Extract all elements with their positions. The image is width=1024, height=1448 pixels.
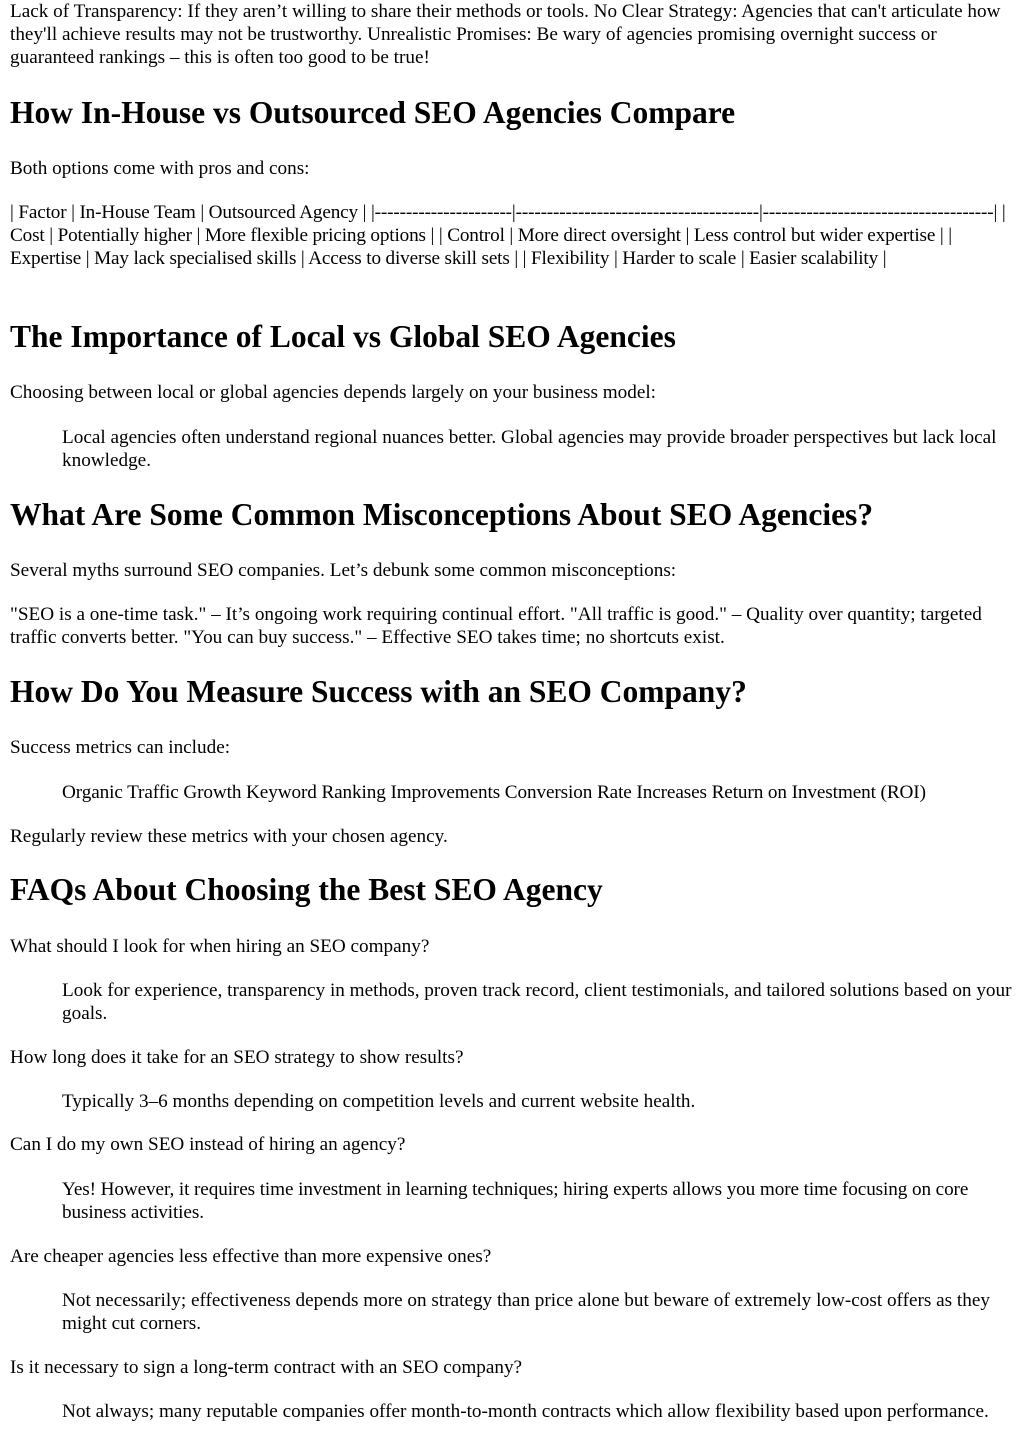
faq-question: What should I look for when hiring an SEO company? (10, 936, 430, 957)
myths-lead-paragraph: Several myths surround SEO companies. Let’s debunk some common misconceptions: (10, 560, 677, 581)
heading-myths: What Are Some Common Misconceptions About SEO Agencies? (10, 497, 874, 532)
local-lead-paragraph: Choosing between local or global agencies depends largely on your business model: (10, 382, 657, 403)
faq-question: Can I do my own SEO instead of hiring an agency? (10, 1134, 406, 1155)
faq-question: Are cheaper agencies less effective than more expensive ones? (10, 1246, 492, 1267)
faq-answer: Yes! However, it requires time investment in learning techniques; hiring experts allows you more time focusing on core business activities. (62, 1179, 969, 1223)
faq-answer: Not always; many reputable companies offer month-to-month contracts which allow flexibility based upon performance. (62, 1401, 989, 1422)
myths-body-paragraph: "SEO is a one-time task." – It’s ongoing work requiring continual effort. "All traffic is good." – Quality over quantity; targeted traffic converts better. "You can buy success." – Effective SEO takes time; no shortcuts exist. (10, 604, 982, 648)
heading-measure: How Do You Measure Success with an SEO Company? (10, 674, 747, 709)
local-blockquote: Local agencies often understand regional nuances better. Global agencies may provide broader perspectives but lack local knowledge. (62, 427, 997, 471)
faq-question: Is it necessary to sign a long-term contract with an SEO company? (10, 1357, 523, 1378)
faq-answer: Not necessarily; effectiveness depends more on strategy than price alone but beware of extremely low-cost offers as they might cut corners. (62, 1290, 990, 1334)
heading-compare: How In-House vs Outsourced SEO Agencies Compare (10, 95, 736, 130)
heading-local: The Importance of Local vs Global SEO Agencies (10, 319, 676, 354)
compare-table-text: | Factor | In-House Team | Outsourced Agency | |----------------------|---------------------------------------|-------------------------------------| | Cost | Potentially higher | More flexible pricing options | | Control | More direct oversight | Less control but wider expertise | | Expertise | May lack specialised skills | Access to diverse skill sets | | Flexibility | Harder to scale | Easier scalability | (10, 202, 1006, 269)
faq-answer: Look for experience, transparency in methods, proven track record, client testimonials, and tailored solutions based on your goals. (62, 980, 1012, 1024)
metrics-tail-paragraph: Regularly review these metrics with your chosen agency. (10, 826, 448, 847)
compare-lead-paragraph: Both options come with pros and cons: (10, 158, 310, 179)
intro-paragraph: Lack of Transparency: If they aren’t willing to share their methods or tools. No Clear Strategy: Agencies that can't articulate how they'll achieve results may not be trustworthy. Unrealistic Promises: Be wary of agencies promising overnight success or guaranteed rankings – this is often too good to be true! (10, 1, 1001, 68)
faq-answer: Typically 3–6 months depending on competition levels and current website health. (62, 1091, 696, 1112)
faq-question: How long does it take for an SEO strategy to show results? (10, 1047, 464, 1068)
heading-faqs: FAQs About Choosing the Best SEO Agency (10, 872, 603, 907)
metrics-blockquote: Organic Traffic Growth Keyword Ranking Improvements Conversion Rate Increases Return on Investment (ROI) (62, 782, 926, 803)
metrics-lead-paragraph: Success metrics can include: (10, 737, 231, 758)
